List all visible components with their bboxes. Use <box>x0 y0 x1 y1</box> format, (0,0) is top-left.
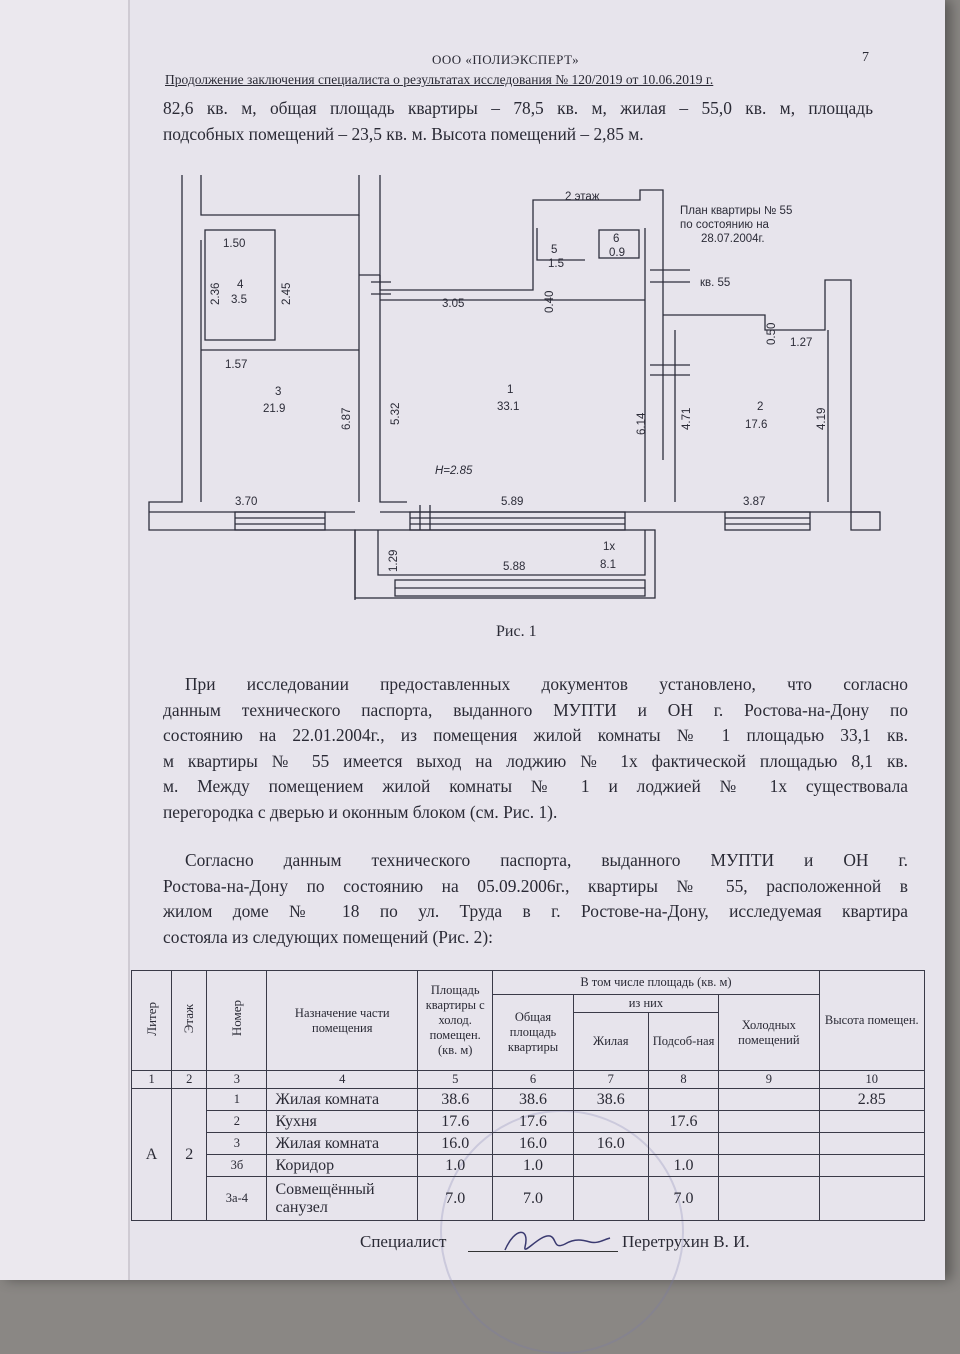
room-number-cell: 3 <box>207 1133 267 1155</box>
plan-dimension: 4.19 <box>816 407 828 430</box>
plan-wall <box>149 175 355 600</box>
table-cell: 17.6 <box>648 1111 718 1133</box>
room-number-cell: 2 <box>207 1111 267 1133</box>
table-cell: 16.0 <box>493 1133 573 1155</box>
table-cell: 16.0 <box>573 1133 648 1155</box>
header-cell: Номер <box>207 971 267 1071</box>
ceiling-height: H=2.85 <box>435 465 473 477</box>
plan-dimension: 3.70 <box>235 496 258 508</box>
plan-dimension: 1.50 <box>223 238 246 250</box>
room-number: 1х <box>603 541 616 553</box>
text-line: данным технического паспорта, выданного МУПТИ и ОН г. Ростова-на-Дону по <box>163 699 908 720</box>
text-line: состоянию на 22.01.2004г., из помещения жилой комнаты № 1 площадью 33,1 кв. <box>163 725 908 745</box>
column-number: 9 <box>719 1071 819 1089</box>
table-cell <box>719 1177 819 1221</box>
table-cell: 1.0 <box>418 1155 493 1177</box>
previous-page-edge <box>0 0 130 1280</box>
premises-table <box>131 970 925 1221</box>
header-cell: Жилая <box>573 1013 648 1071</box>
intro-paragraph <box>163 96 873 147</box>
plan-dimension: 0.40 <box>544 290 556 313</box>
handwritten-signature <box>495 1222 615 1258</box>
room-number: 2 <box>757 401 764 413</box>
plan-dimension: 5.88 <box>503 561 526 573</box>
table-cell: 1.0 <box>648 1155 718 1177</box>
room-name-cell: Кухня <box>267 1111 418 1133</box>
text-line: жилом доме № 18 по ул. Труда в г. Ростове-на-Дону, исследуемая квартира <box>163 901 908 921</box>
text-line: состояла из следующих помещений (Рис. 2): <box>163 926 494 947</box>
table-cell: 7.0 <box>493 1177 573 1221</box>
plan-dimension: 6.87 <box>341 407 353 430</box>
signature-label: Специалист <box>360 1232 447 1251</box>
plan-dimension: 2.36 <box>210 282 222 305</box>
room-name-cell: Жилая комната <box>267 1133 418 1155</box>
table-cell: 16.0 <box>418 1133 493 1155</box>
room-area: 8.1 <box>600 559 616 571</box>
header-cell: из них <box>573 995 719 1013</box>
room-area: 21.9 <box>263 403 286 415</box>
figure-caption: Рис. 1 <box>496 623 537 640</box>
column-number: 3 <box>207 1071 267 1089</box>
column-number: 10 <box>819 1071 924 1089</box>
table-row <box>132 1089 925 1111</box>
signatory-name: Перетрухин В. И. <box>622 1232 750 1251</box>
table-cell: 2.85 <box>819 1089 924 1111</box>
column-number: 4 <box>267 1071 418 1089</box>
table-cell <box>648 1133 718 1155</box>
room-number-cell: 1 <box>207 1089 267 1111</box>
room-area: 1.5 <box>548 258 564 270</box>
plan-dimension: 5.89 <box>501 496 524 508</box>
plan-title-line: План квартиры № 55 <box>680 205 793 217</box>
floor-cell: 2 <box>172 1089 207 1221</box>
litera-cell: А <box>132 1089 172 1221</box>
room-area: 0.9 <box>609 247 625 259</box>
table-row <box>132 1177 925 1221</box>
text-line: перегородка с дверью и оконным блоком (см. Рис. 1). <box>163 801 558 822</box>
plan-dimension: 0.50 <box>766 322 778 345</box>
table-cell <box>819 1177 924 1221</box>
table-cell <box>573 1155 648 1177</box>
table-row <box>132 1111 925 1133</box>
text-line: 82,6 кв. м, общая площадь квартиры – 78,5 кв. м, жилая – 55,0 кв. м, площадь <box>163 98 873 118</box>
column-number: 8 <box>648 1071 718 1089</box>
table-cell: 17.6 <box>418 1111 493 1133</box>
plan-dimension: 1.27 <box>790 337 813 349</box>
header-cell: Литер <box>132 971 172 1071</box>
room-number-cell: 3б <box>207 1155 267 1177</box>
table-cell <box>719 1111 819 1133</box>
text-line: м квартиры № 55 имеется выход на лоджию № 1х фактической площадью 8,1 кв. <box>163 750 908 771</box>
room-number: 4 <box>237 279 244 291</box>
room-name-cell: Жилая комната <box>267 1089 418 1111</box>
column-number: 2 <box>172 1071 207 1089</box>
plan-title-line: 28.07.2004г. <box>701 233 765 245</box>
paragraph-2 <box>163 848 908 950</box>
header-cell: Площадь квартиры с холод. помещен. (кв. м) <box>418 971 493 1071</box>
table-cell <box>573 1111 648 1133</box>
column-number: 7 <box>573 1071 648 1089</box>
text-line: м. Между помещением жилой комнаты № 1 и лоджией № 1х существовала <box>163 776 908 796</box>
column-number: 1 <box>132 1071 172 1089</box>
room-number: 3 <box>275 386 282 398</box>
table-cell: 38.6 <box>493 1089 573 1111</box>
text-line: При исследовании предоставленных документов установлено, что согласно <box>185 674 908 694</box>
room-area: 33.1 <box>497 401 520 413</box>
room-area: 17.6 <box>745 419 768 431</box>
table-cell: 7.0 <box>648 1177 718 1221</box>
room-number-cell: 3а-4 <box>207 1177 267 1221</box>
table-cell: 1.0 <box>493 1155 573 1177</box>
header-cell: Этаж <box>172 971 207 1071</box>
header-cell: Подсоб-ная <box>648 1013 718 1071</box>
room-number: 6 <box>613 233 620 245</box>
floor-plan <box>145 170 890 600</box>
room-number: 1 <box>507 384 514 396</box>
page-number: 7 <box>862 50 869 65</box>
header-cell: Холодных помещений <box>719 995 819 1071</box>
room-number: 5 <box>551 244 558 256</box>
plan-dimension: 1.57 <box>225 359 248 371</box>
table-cell: 17.6 <box>493 1111 573 1133</box>
table-cell <box>719 1155 819 1177</box>
plan-floor-label: 2 этаж <box>565 191 600 203</box>
table-cell <box>819 1155 924 1177</box>
room-area: 3.5 <box>231 294 247 306</box>
table-cell <box>719 1133 819 1155</box>
header-cell: Общая площадь квартиры <box>493 995 573 1071</box>
table-cell: 38.6 <box>418 1089 493 1111</box>
room-name-cell: Коридор <box>267 1155 418 1177</box>
header-organization: ООО «ПОЛИЭКСПЕРТ» <box>432 52 580 67</box>
plan-dimension: 1.29 <box>388 549 400 572</box>
plan-apartment-label: кв. 55 <box>700 277 731 289</box>
table-row <box>132 1155 925 1177</box>
text-line: Согласно данным технического паспорта, выданного МУПТИ и ОН г. <box>185 850 908 870</box>
plan-dimension: 3.05 <box>442 298 465 310</box>
table-cell <box>719 1089 819 1111</box>
plan-dimension: 4.71 <box>681 407 693 430</box>
table-cell <box>573 1177 648 1221</box>
paragraph-1 <box>163 672 908 825</box>
header-subtitle: Продолжение заключения специалиста о результатах исследования № 120/2019 от 10.06.2019 г. <box>165 72 714 87</box>
table-cell: 7.0 <box>418 1177 493 1221</box>
table-cell: 38.6 <box>573 1089 648 1111</box>
plan-dimension: 3.87 <box>743 496 766 508</box>
table-cell <box>648 1089 718 1111</box>
plan-dimension: 5.32 <box>390 402 402 425</box>
table-cell <box>819 1111 924 1133</box>
text-line: Ростова-на-Дону по состоянию на 05.09.2006г., квартиры № 55, расположенной в <box>163 875 908 896</box>
header-cell: Назначение части помещения <box>267 971 418 1071</box>
column-number: 6 <box>493 1071 573 1089</box>
room-name-cell: Совмещённый санузел <box>267 1177 418 1221</box>
header-cell: Высота помещен. <box>819 971 924 1071</box>
column-number: 5 <box>418 1071 493 1089</box>
table-cell <box>819 1133 924 1155</box>
table-row <box>132 1133 925 1155</box>
text-line: подсобных помещений – 23,5 кв. м. Высота помещений – 2,85 м. <box>163 123 644 144</box>
plan-dimension: 2.45 <box>281 282 293 305</box>
plan-title-line: по состоянию на <box>680 219 769 231</box>
header-cell: В том числе площадь (кв. м) <box>493 971 819 995</box>
plan-dimension: 6.14 <box>636 412 648 435</box>
